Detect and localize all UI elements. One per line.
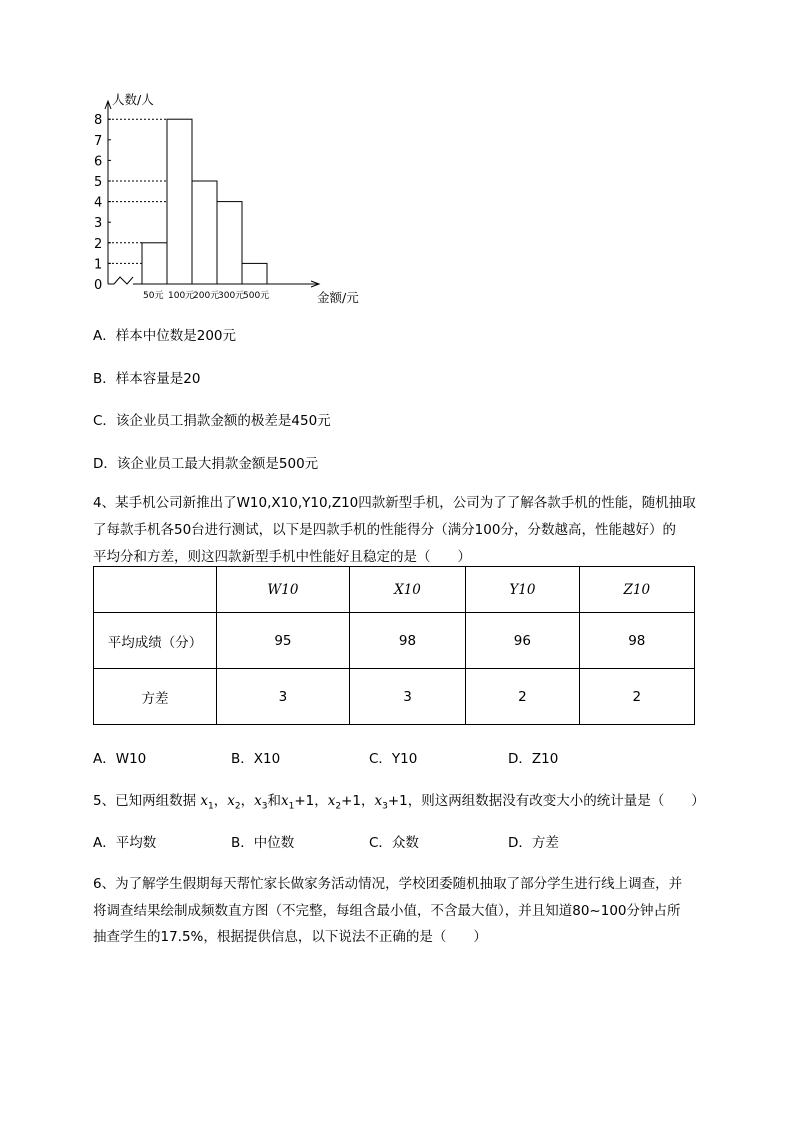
bar-300元 [217,202,242,284]
table-header-w10: W10 [217,567,350,613]
q5-sub: 3 [261,801,268,812]
q3-option-b: B．样本容量是20 [93,371,201,387]
table-cell: 96 [466,613,580,669]
y-tick-label: 7 [94,133,103,149]
q5-pre: 5、已知两组数据 [93,793,197,809]
q5-sep: ， [361,793,375,809]
q5-option-c: C．众数 [369,835,419,851]
q5-plus: +1 [294,793,315,809]
bar-50元 [142,243,167,284]
x-tick-label: 50元 [143,291,164,301]
table-row-label: 方差 [94,669,217,725]
bar-100元 [167,119,192,284]
q5-sub: 3 [382,801,388,812]
q4-option-b: B．X10 [231,751,281,767]
y-tick-label: 8 [94,113,103,129]
table-cell: 98 [349,613,465,669]
x-axis-label: 金额/元 [317,290,359,305]
q3-option-d: D．该企业员工最大捐款金额是500元 [93,456,319,472]
x-tick-label: 300元 [218,291,245,301]
table-header-x10: X10 [349,567,465,613]
table-cell: 2 [466,669,580,725]
q5-text [93,789,705,812]
q5-var: x [254,793,262,809]
q4-text-line3: 平均分和方差，则这四款新型手机中性能好且稳定的是（ ） [93,549,471,565]
q3-option-c: C．该企业员工捐款金额的极差是450元 [93,413,331,429]
bar-200元 [192,181,217,284]
q5-plus: +1 [387,793,408,809]
q4-text-line2: 了每款手机各50台进行测试，以下是四款手机的性能得分（满分100分，分数越高，性能越好）的 [93,522,676,538]
q5-sep: ， [240,793,255,809]
q5-option-a: A．平均数 [93,835,157,851]
y-tick-label: 0 [94,278,103,293]
y-tick-label: 4 [94,195,103,211]
bar-500元 [242,263,267,284]
table-row [94,613,695,669]
x-tick-label: 100元 [168,291,195,301]
q5-var: x [374,793,383,809]
y-tick-label: 5 [94,175,103,190]
q5-sub: 2 [335,801,342,812]
table-cell: 95 [217,613,350,669]
q5-option-d: D．方差 [508,835,559,851]
table-header-y10: Y10 [466,567,580,613]
y-tick-label: 3 [94,216,103,232]
y-tick-label: 6 [94,154,103,170]
table-row [94,669,695,725]
table-row-label: 平均成绩（分） [94,613,217,669]
q3-option-a: A．样本中位数是200元 [93,328,237,344]
table-cell [94,567,217,613]
q5-and: 和 [267,793,281,809]
q5-plus: +1 [341,793,361,809]
q6-text-line3: 抽查学生的17.5%，根据提供信息，以下说法不正确的是（ ） [93,929,487,945]
q4-option-a: A．W10 [93,751,147,767]
table-cell: 98 [579,613,694,669]
performance-table [93,566,695,725]
q5-post: ，则这两组数据没有改变大小的统计量是（ ） [407,793,705,809]
q6-text-line1: 6、为了解学生假期每天帮忙家长做家务活动情况，学校团委随机抽取了部分学生进行线上调查，并 [93,876,683,892]
q4-option-d: D．Z10 [508,751,559,767]
q4-text-line1: 4、某手机公司新推出了W10,X10,Y10,Z10四款新型手机，公司为了了解各款手机的性能，随机抽取 [93,495,696,511]
q5-sep: ， [213,793,228,809]
q4-option-c: C．Y10 [369,751,418,767]
y-axis-label: 人数/人 [112,92,154,107]
histogram-chart [80,90,380,320]
q5-option-b: B．中位数 [231,835,295,851]
table-cell: 3 [349,669,465,725]
x-tick-label: 200元 [193,291,220,301]
q5-sub: 2 [234,801,241,812]
q5-var: x [200,793,209,809]
table-header-z10: Z10 [579,567,694,613]
q5-var: x [280,793,289,809]
q5-var: x [327,793,336,809]
q5-sub: 1 [288,801,295,812]
table-cell: 3 [217,669,350,725]
q6-text-line2: 将调查结果绘制成频数直方图（不完整，每组含最小值，不含最大值），并且知道80~100分钟占所 [93,903,681,919]
q5-var: x [227,793,235,809]
table-header-row [94,567,695,613]
q5-sep: ， [314,793,328,809]
x-tick-label: 500元 [243,291,270,301]
table-cell: 2 [579,669,694,725]
q5-sub: 1 [208,801,214,812]
y-tick-label: 1 [94,257,103,273]
x-axis-break [114,277,133,284]
y-tick-label: 2 [94,236,103,252]
